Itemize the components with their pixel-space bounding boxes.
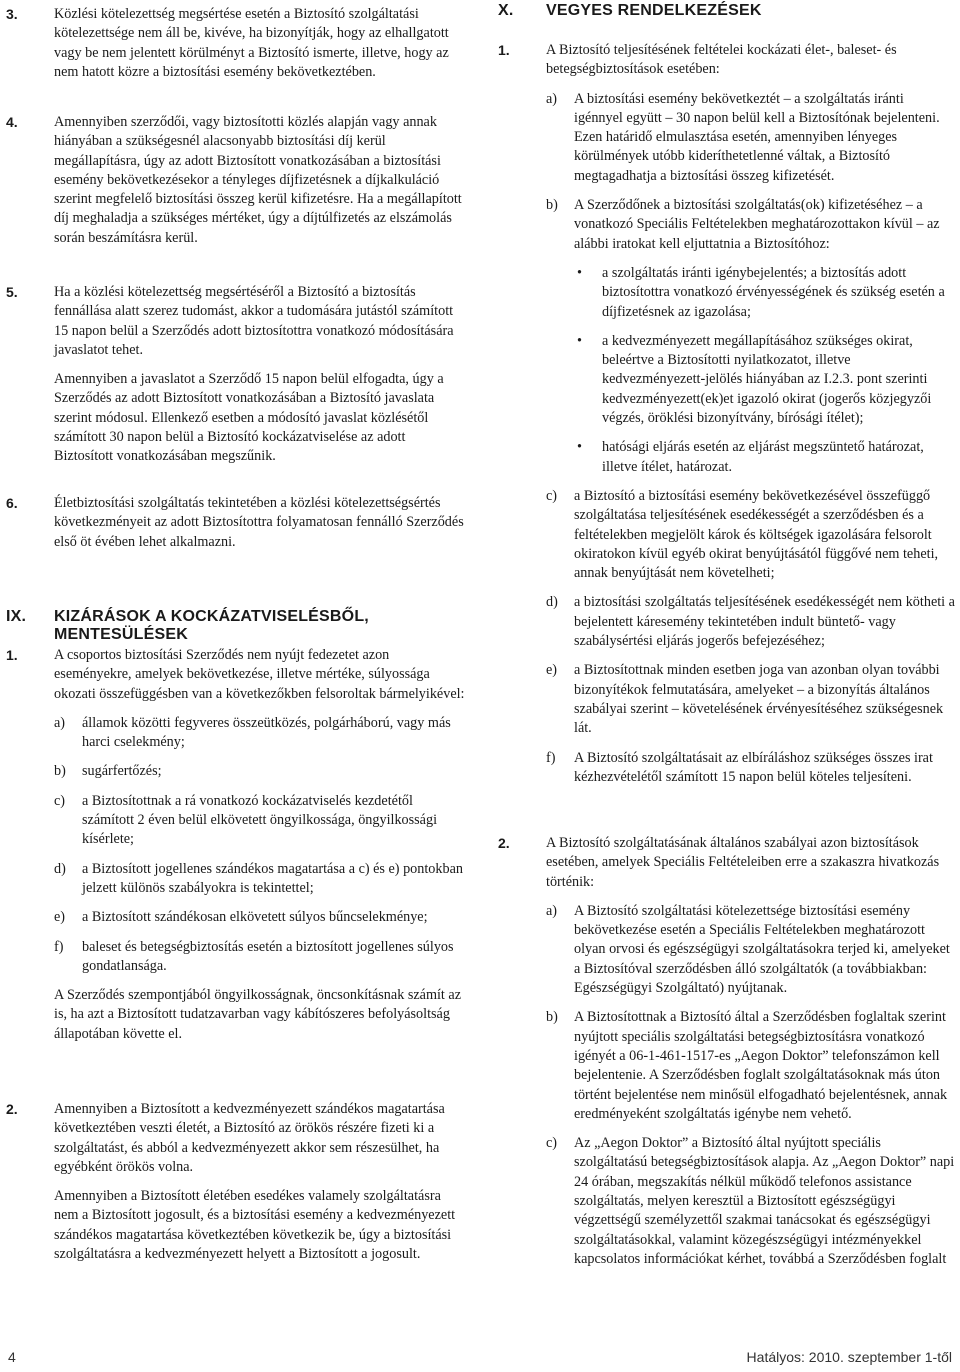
clause-number: 2. [6, 1101, 18, 1117]
clause-paragraph: Ha a közlési kötelezettség megsértéséről a Biztosító a biztosítás fennállása alatt szerez tudomást, akkor a tudomására jutástól számított 15 napon belül a Szerződés adott biztosítottra vonatkozó módosítására javaslatot tehet. [54, 284, 454, 358]
section-heading-ix [6, 608, 468, 644]
sub-item: c) Az „Aegon Doktor” a Biztosító által nyújtott speciális szolgáltatású betegségbiztosítások alapja. Az „Aegon Doktor” napi 24 órában, megszakítás nélkül működő telefonos assistance szolgáltatás, melyen keresztül a Biztosított egészségügyi végzettségű személyzettől szakmai tanácsokat és egészségügyi szolgáltatásokkal, valamint közegészségügyi intézményekkel kapcsolatos információkat kérhet, továbbá a Szerződésben foglalt [546, 1135, 955, 1267]
clause-number: 1. [6, 647, 18, 663]
clause-intro: A Biztosító szolgáltatásának általános szabályai azon biztosítások esetében, amelyek Speciális Feltételeiben erre a szakaszra hivatkozás történik: [546, 835, 940, 890]
section-number: IX. [6, 608, 27, 625]
clause-text: Életbiztosítási szolgáltatás tekintetében a közlési kötelezettségsértés következményeit az adott Biztosítottra folyamatosan fennálló Szerződés első öt évében lehet alkalmazni. [54, 495, 464, 550]
exclusions-clause-1 [6, 646, 468, 1044]
sub-item: d) a Biztosított jogellenes szándékos magatartása a c) és e) pontokban jelzett különös szabályokra is tekintettel; [54, 860, 463, 896]
sub-item: a) A biztosítási esemény bekövetkeztét – a szolgáltatás iránti igénnyel együtt – 30 napon belül kell a Biztosítónak bejelenteni. Ezen határidő elmulasztása esetén, amennyiben lényeges körülmények utóbb kideríthetetlenné váltak, a Biztosító megtagadhatja a biztosítási összeg kifizetését. [546, 90, 940, 184]
clause-5 [6, 283, 468, 467]
sub-item: a) államok közötti fegyveres összeütközés, polgárháború, vagy más harci cselekmény; [54, 714, 451, 751]
clause-intro: A csoportos biztosítási Szerződés nem nyújt fedezetet azon eseményekre, amelyek bekövetkezése, illetve mértéke, súlyossága okozati összefüggésben van a következőkben felsoroltak bármelyikével: [54, 647, 465, 702]
sub-item: e) a Biztosított szándékosan elkövetett súlyos bűncselekménye; [54, 909, 428, 926]
clause-4 [6, 113, 468, 248]
clause-number: 5. [6, 284, 18, 300]
clause-intro: A Biztosító teljesítésének feltételei kockázati élet-, baleset- és betegségbiztosítások esetében: [546, 42, 897, 78]
bullet-item: • a kedvezményezett megállapításához szükséges okirat, beleértve a Biztosítotti nyilatkozatot, illetve kedvezményezett-jelölés hiányában az I.2.3. pont szerinti kedvezményezett(ek)et igazoló okirat (jogerős közjegyzői végzés, öröklési bizonyítvány, bírósági ítélet); [577, 332, 932, 427]
page-number: 4 [8, 1349, 16, 1365]
sub-item: b) A Biztosítottnak a Biztosító által a Szerződésben foglaltak szerint nyújtott speciális szolgáltatási betegségbiztosításra vonatkozó igényét a 06-1-461-1517-es „Aegon Doktor” telefonszámon kell bejelentenie. A Szerződésben foglalt szolgáltatásoknak más úton történt bejelentése nem minősül elfogadható bejelentésnek, annak eredményeként szolgáltatás igénybe nem vehető. [546, 1009, 948, 1122]
sub-item: c) a Biztosítottnak a rá vonatkozó kockázatviselés kezdetétől számított 2 éven belül elkövetett öngyilkossága, öngyilkossági kísérlete; [54, 792, 438, 848]
misc-clause-2 [498, 834, 956, 1279]
sub-item: f) baleset és betegségbiztosítás esetén a biztosított jogellenes súlyos gondatlansága. [54, 938, 454, 974]
clause-number: 1. [498, 42, 510, 58]
sub-item: f) A Biztosító szolgáltatásait az elbíráláshoz szükséges összes irat kézhezvételétől számított 15 napon belül köteles teljesíteni. [546, 749, 933, 785]
section-title: VEGYES RENDELKEZÉSEK [546, 2, 762, 19]
clause-number: 2. [498, 835, 510, 851]
section-title: KIZÁRÁSOK A KOCKÁZATVISELÉSBŐL, MENTESÜLÉSEK [54, 608, 369, 643]
clause-outro: A Szerződés szempontjából öngyilkosságnak, öncsonkításnak számít az is, ha azt a Biztosított tudatzavarban vagy kábítószeres befolyásoltság állapotában követte el. [54, 987, 462, 1042]
section-number: X. [498, 2, 514, 19]
clause-6 [6, 494, 468, 552]
exclusions-clause-2 [6, 1100, 468, 1264]
clause-paragraph: Amennyiben a javaslatot a Szerződő 15 napon belül elfogadta, úgy a Szerződés az adott Biztosított vonatkozásában a Biztosító javaslata szerint módosul. Ellenkező esetben a módosító javaslat közlésétől számított 30 napon belül a Biztosító kockázatviselése az adott Biztosított vonatkozásában megszűnik. [54, 371, 444, 465]
clause-text: Közlési kötelezettség megsértése esetén a Biztosító szolgáltatási kötelezettsége nem áll be, kivéve, ha bizonyítják, hogy az elhallgatott vagy be nem jelentett körülményt a Biztosító ismerte, illetve, hogy az nem hatott közre a biztosítási esemény bekövetkeztében. [54, 6, 449, 80]
bullet-item: • hatósági eljárás esetén az eljárást megszüntető határozat, illetve ítélet, határozat. [577, 439, 924, 475]
clause-paragraph: Amennyiben a Biztosított életében esedékes valamely szolgáltatásra nem a Biztosított jogosult, és a biztosítási esemény a kedvezményezett szándékos magatartása következtében következik be, úgy a biztosítási szolgáltatásra a kedvezményezett helyett a Biztosított a jogosult. [54, 1188, 456, 1263]
sub-item: b) A Szerződőnek a biztosítási szolgáltatás(ok) kifizetéséhez – a vonatkozó Speciális Feltételekben meghatározottakon kívül – az alábbi iratokat kell eljuttatnia a Biztosítóhoz: [546, 197, 940, 252]
sub-item: e) a Biztosítottnak minden esetben joga van azonban olyan további bizonyítékok felmutatására, amelyeket – a bizonyítás általános szabályai szerint – követelésének érvényesítéséhez szükségesnek lát. [546, 662, 944, 737]
clause-number: 4. [6, 114, 18, 130]
misc-clause-1 [498, 41, 956, 797]
sub-item: d) a biztosítási szolgáltatás teljesítésének esedékességét nem kötheti a bejelentett káresemény tekintetében indult büntető- vagy szabálysértési eljárás jogerős befejezéséhez; [546, 594, 955, 650]
clause-3 [6, 5, 468, 82]
bullet-item: • a szolgáltatás iránti igénybejelentés; a biztosítás adott biztosítottra vonatkozó érvényességének és szükség esetén a díjfizetésnek az igazolása; [577, 264, 945, 320]
clause-number: 6. [6, 495, 18, 511]
sub-item: b) sugárfertőzés; [54, 763, 162, 780]
clause-paragraph: Amennyiben a Biztosított a kedvezményezett szándékos magatartása következtében veszti életét, a Biztosító az örökös részére fizeti ki a szolgáltatást, és abból a kedvezményezett akkor sem részesülhet, ha egyébként örökös volna. [54, 1101, 445, 1175]
clause-number: 3. [6, 6, 18, 22]
sub-item: a) A Biztosító szolgáltatási kötelezettsége biztosítási esemény bekövetkezése esetén a Speciális Feltételekben meghatározott olyan orvosi és egészségügyi szolgáltatásokra terjed ki, amelyeket a Biztosítóval szerződésben álló szolgáltatók (a továbbiakban: Egészségügyi Szolgáltató) nyújtanak. [546, 902, 950, 997]
clause-text: Amennyiben szerződői, vagy biztosítotti közlés alapján vagy annak hiányában a szükségesnél alacsonyabb biztosítási díj kerül megállapításra, úgy az adott Biztosított vonatkozásában a biztosítási esemény bekövetkezésekor a tényleges díjfizetésnek a díjkalkuláció szerint megfelelő biztosítási összeg kerül kifizetésre. Ha a megállapított díj meghaladja a szükséges mértéket, úgy a díjtúlfizetés az elszámolás során beszámításra kerül. [54, 114, 462, 246]
sub-item: c) a Biztosító a biztosítási esemény bekövetkezésével összefüggő szolgáltatása teljesítésének esedékességét a szerződésben és a feltételekben megjelölt károk és költségek igazolására felsorolt okiratokon kívül egyéb okirat benyújtásától függővé nem teheti, annak benyújtását nem követelheti; [546, 487, 939, 582]
effective-date: Hatályos: 2010. szeptember 1-től [746, 1349, 952, 1365]
section-heading-x [498, 2, 956, 20]
